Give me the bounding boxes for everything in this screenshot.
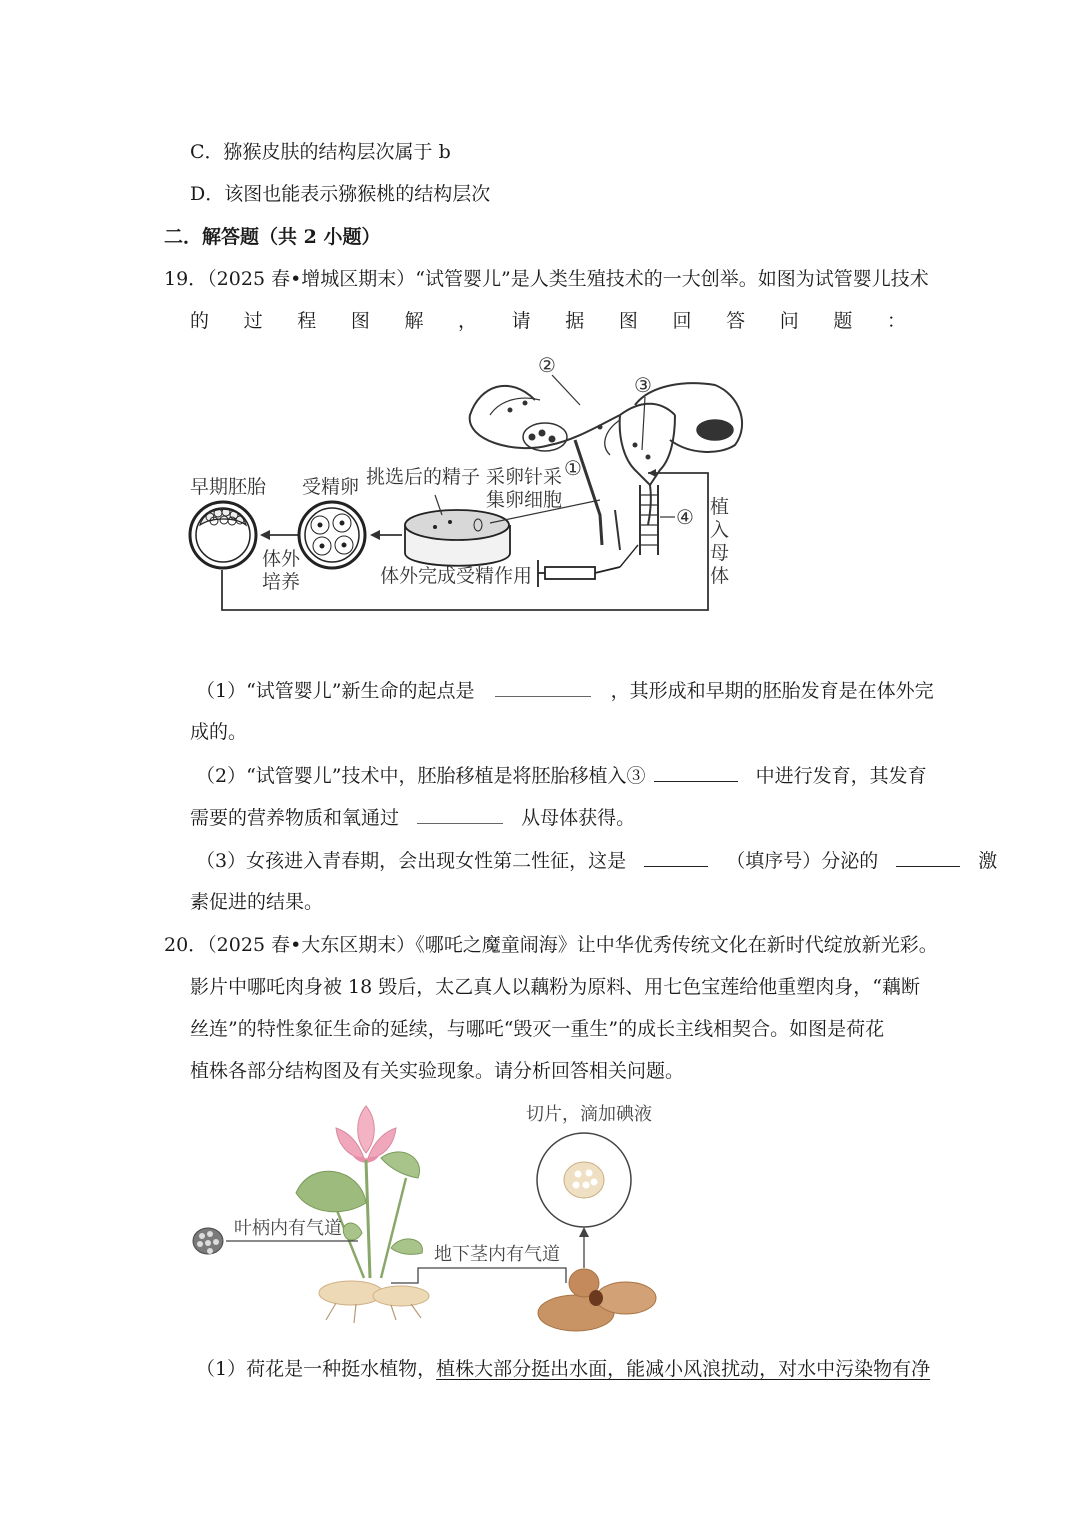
q19-sub1-text-a: （1）“试管婴儿”新生命的起点是 [196, 680, 475, 702]
ivf-process-diagram [180, 345, 760, 620]
q20-stem-line3: 丝连”的特性象征生命的延续，与哪吒“毁灭一重生”的成长主线相契合。如图是荷花 [190, 1018, 885, 1040]
q19-sub3-line1 [196, 848, 997, 873]
label-needle-1: 采卵针采 [486, 466, 563, 488]
q19-line2-char: ： [886, 310, 906, 332]
diagram-num-3: ③ [634, 373, 652, 397]
diagram-num-1: ① [564, 456, 582, 480]
label-early-embryo: 早期胚胎 [190, 476, 267, 498]
q19-sub2-text-a: （2）“试管婴儿”技术中，胚胎移植是将胚胎移植入③ [196, 765, 646, 787]
q20-sub1-underlined-text: 植株大部分挺出水面，能减小风浪扰动，对水中污染物有净 [436, 1358, 931, 1380]
q19-line2-char: 问 [779, 310, 799, 332]
q19-sub3-text-b: （填序号）分泌的 [726, 850, 879, 872]
answer-blank-3[interactable] [417, 805, 503, 824]
section-title: 二．解答题（共 2 小题） [164, 226, 381, 248]
q19-sub2-text-b: 中进行发育，其发育 [755, 765, 927, 787]
label-needle-2: 集卵细胞 [486, 489, 563, 511]
q19-line2-char: 解 [404, 310, 424, 332]
label-fertilized-egg: 受精卵 [302, 476, 360, 498]
q20-sub1-line1 [196, 1357, 930, 1381]
q19-line2-char: 请 [511, 310, 531, 332]
q19-line2-char: 题 [833, 310, 853, 332]
label-selected-sperm: 挑选后的精子 [366, 466, 481, 488]
q19-sub1-line1 [196, 678, 934, 703]
diagram-num-2: ② [538, 353, 556, 377]
answer-blank-1[interactable] [495, 678, 591, 697]
option-d: D．该图也能表示猕猴桃的结构层次 [190, 183, 491, 205]
q19-sub2-line1 [196, 763, 927, 788]
label-underground-stem: 地下茎内有气道 [434, 1244, 560, 1265]
q19-line2-char: 过 [243, 310, 263, 332]
q20-stem-line1: 20．（2025 春•大东区期末）《哪吒之魔童闹海》让中华优秀传统文化在新时代绽放新光彩。 [164, 934, 938, 956]
q19-line2-char: 程 [297, 310, 317, 332]
q19-sub2-text-d: 从母体获得。 [521, 807, 636, 829]
q19-line2-char: 据 [565, 310, 585, 332]
q19-line2-char: 图 [350, 310, 370, 332]
q19-sub2-line2 [190, 805, 635, 830]
lotus-leaf [296, 1171, 366, 1212]
q19-sub3-line2: 素促进的结果。 [190, 891, 324, 913]
label-culture-2: 培养 [262, 571, 301, 593]
answer-blank-5[interactable] [896, 848, 960, 867]
q20-stem-line2: 影片中哪吒肉身被 18 毁后，太乙真人以藕粉为原料、用七色宝莲给他重塑肉身，“藕断 [190, 976, 920, 998]
label-slice: 切片，滴加碘液 [526, 1104, 652, 1125]
implant-label-char: 植 [710, 496, 730, 518]
implant-label-char: 母 [710, 542, 730, 564]
label-culture-1: 体外 [262, 548, 301, 570]
q19-sub2-text-c: 需要的营养物质和氧通过 [190, 807, 400, 829]
petiole-cross-section-figure [193, 1228, 223, 1254]
lotus-root-slice-figure [537, 1133, 631, 1227]
syringe-figure [538, 545, 638, 587]
q19-line2-char: 答 [726, 310, 746, 332]
q19-sub1-text-b: ，其形成和早期的胚胎发育是在体外完 [610, 680, 934, 702]
implant-label-char: 体 [710, 565, 730, 587]
q19-line2-char: 图 [618, 310, 638, 332]
lotus-leaf [343, 1223, 362, 1240]
q19-stem-line1: 19．（2025 春•增城区期末）“试管婴儿”是人类生殖技术的一大创举。如图为试管婴儿技术 [164, 268, 929, 290]
label-petiole: 叶柄内有气道 [234, 1218, 342, 1239]
q20-stem-line4: 植株各部分结构图及有关实验现象。请分析回答相关问题。 [190, 1060, 685, 1082]
q19-line2-char: 的 [190, 310, 210, 332]
q19-sub3-text-a: （3）女孩进入青春期，会出现女性第二性征，这是 [196, 850, 627, 872]
q19-stem-line2 [190, 309, 906, 333]
early-embryo-figure [190, 502, 256, 568]
label-fertilization: 体外完成受精作用 [380, 565, 533, 587]
q19-line2-char: ， [458, 310, 478, 332]
rhizome-figure [319, 1281, 429, 1323]
option-c: C．猕猴皮肤的结构层次属于 b [190, 141, 451, 163]
implant-label-char: 入 [710, 519, 730, 541]
lotus-leaf [381, 1152, 420, 1178]
lotus-leaf [391, 1239, 422, 1254]
q20-sub1-text-a: （1）荷花是一种挺水植物， [196, 1358, 437, 1380]
q19-sub3-text-c: 激 [978, 850, 998, 872]
lotus-root-figure [538, 1269, 656, 1331]
answer-blank-2[interactable] [654, 763, 738, 782]
answer-blank-4[interactable] [644, 848, 708, 867]
lotus-structure-diagram [186, 1098, 666, 1343]
q19-sub1-line2: 成的。 [190, 721, 248, 743]
diagram-num-4: ④ [676, 505, 694, 529]
q19-line2-char: 回 [672, 310, 692, 332]
petri-dish-figure [405, 510, 510, 566]
fertilized-egg-figure [299, 502, 365, 568]
